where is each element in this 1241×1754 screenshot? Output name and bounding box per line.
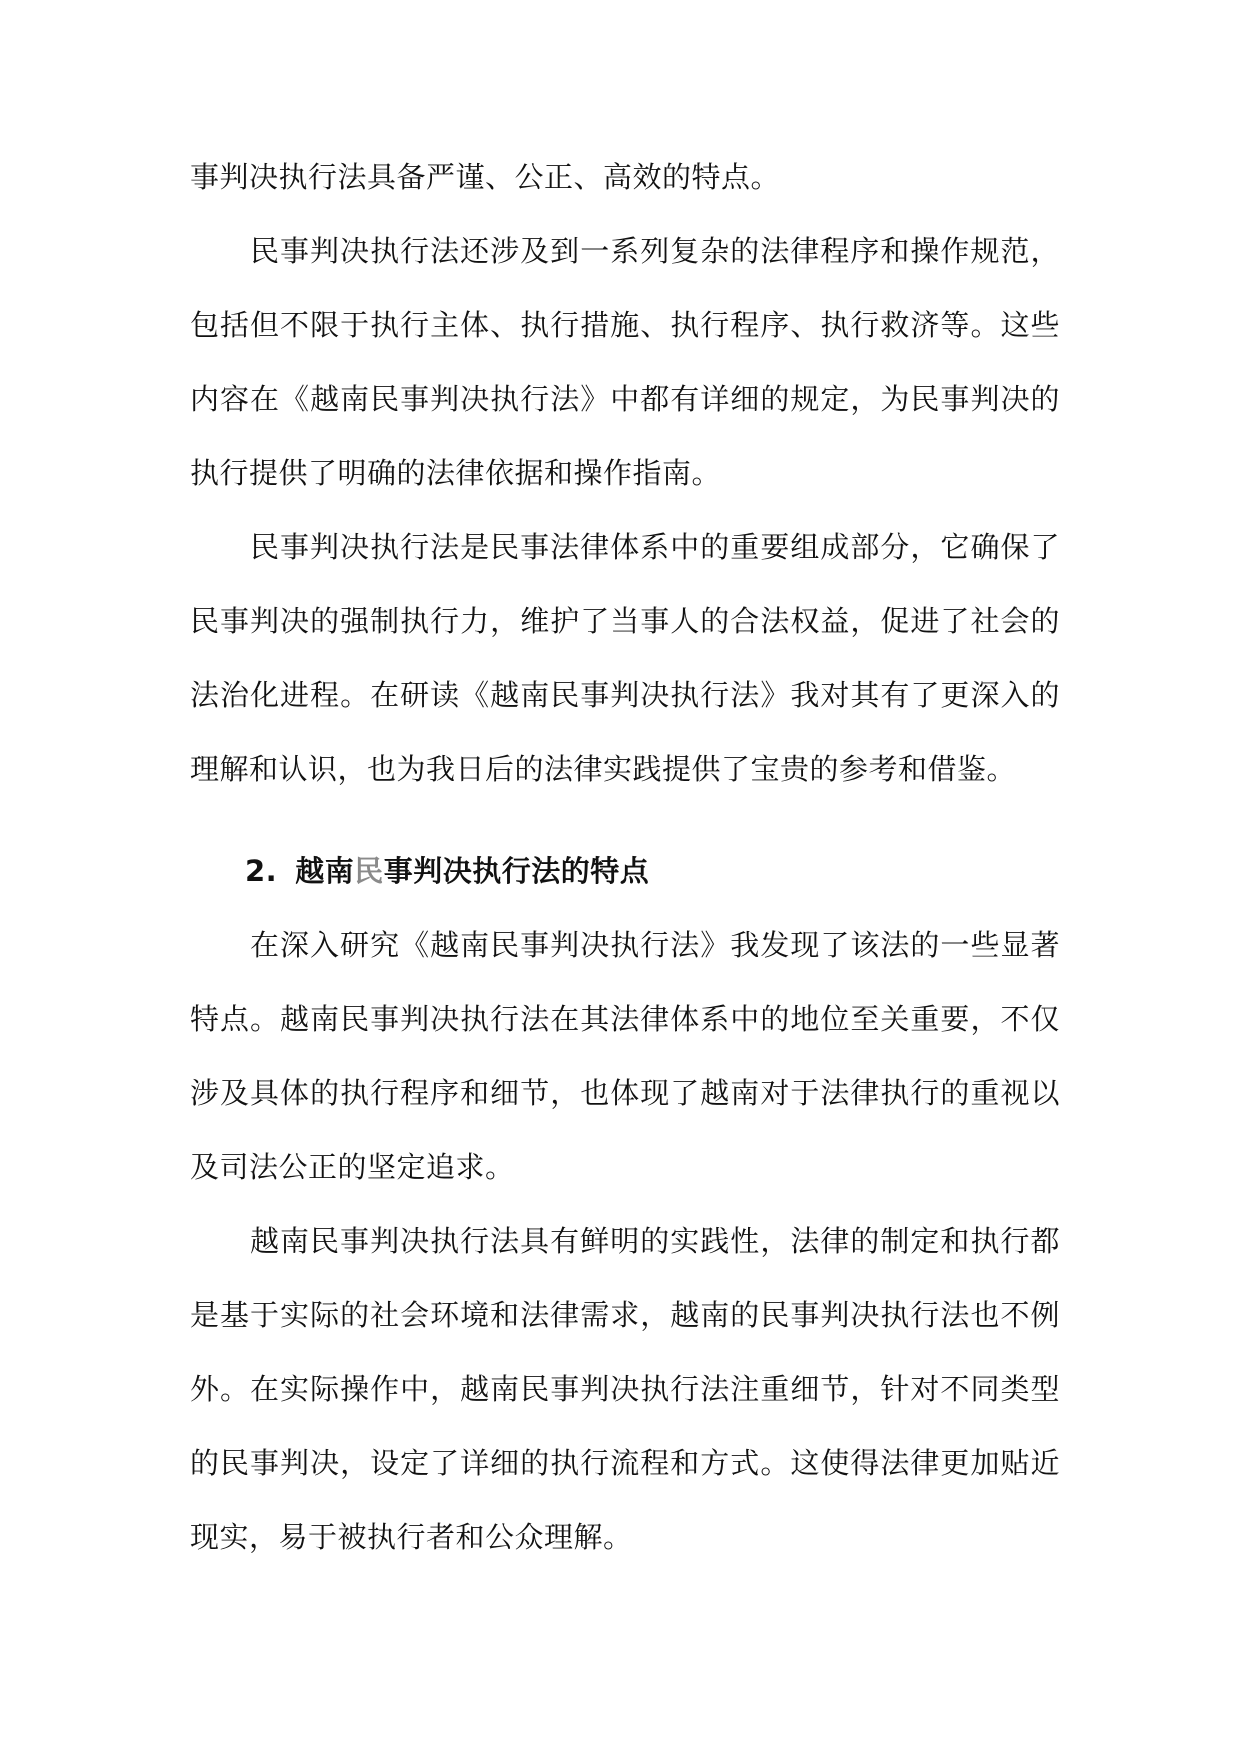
section-number: 2.: [245, 854, 278, 888]
document-body: [190, 140, 1060, 1574]
section-title-highlight: 民: [354, 854, 384, 888]
section-title-part2: 事判决执行法的特点: [383, 854, 650, 888]
paragraph-importance: 民事判决执行法是民事法律体系中的重要组成部分，它确保了民事判决的强制执行力，维护了当事人的合法权益，促进了社会的法治化进程。在研读《越南民事判决执行法》我对其有了更深入的理解和认识，也为我日后的法律实践提供了宝贵的参考和借鉴。: [190, 530, 1060, 786]
paragraph-practicality: 越南民事判决执行法具有鲜明的实践性，法律的制定和执行都是基于实际的社会环境和法律需求，越南的民事判决执行法也不例外。在实际操作中，越南民事判决执行法注重细节，针对不同类型的民事判决，设定了详细的执行流程和方式。这使得法律更加贴近现实，易于被执行者和公众理解。: [190, 1224, 1060, 1554]
paragraph-procedures: 民事判决执行法还涉及到一系列复杂的法律程序和操作规范，包括但不限于执行主体、执行措施、执行程序、执行救济等。这些内容在《越南民事判决执行法》中都有详细的规定，为民事判决的执行提供了明确的法律依据和操作指南。: [190, 234, 1060, 490]
paragraph-features: 在深入研究《越南民事判决执行法》我发现了该法的一些显著特点。越南民事判决执行法在其法律体系中的地位至关重要，不仅涉及具体的执行程序和细节，也体现了越南对于法律执行的重视以及司法公正的坚定追求。: [190, 928, 1060, 1184]
section-title-part1: 越南: [295, 854, 355, 888]
paragraph-continuation: 事判决执行法具备严谨、公正、高效的特点。: [190, 160, 781, 194]
section-heading: [190, 834, 1060, 908]
